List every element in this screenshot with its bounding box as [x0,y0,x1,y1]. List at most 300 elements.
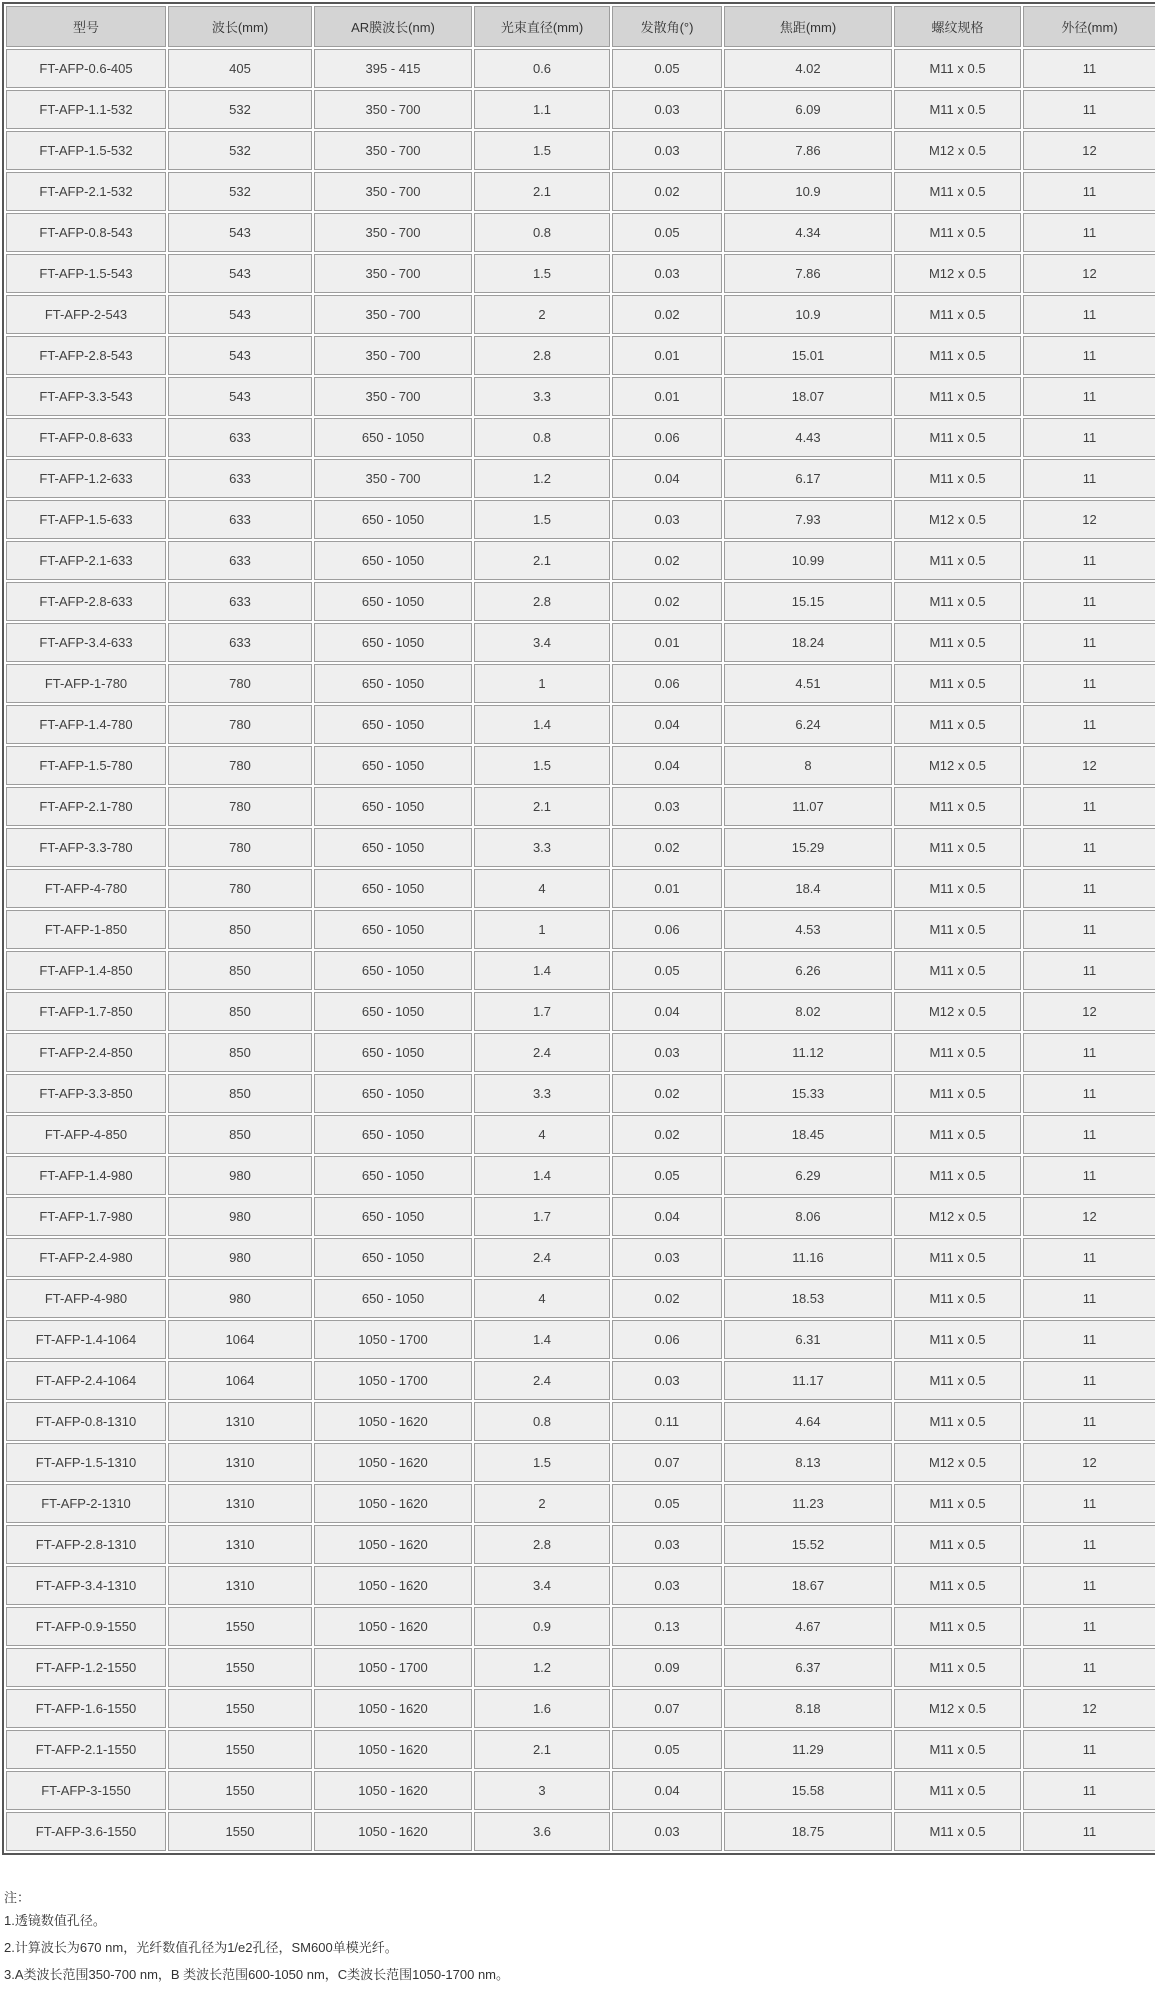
cell-beam-diameter: 3.4 [474,623,610,662]
cell-outer-diameter: 12 [1023,254,1155,293]
cell-divergence-angle: 0.03 [612,1033,722,1072]
cell-model: FT-AFP-1.4-980 [6,1156,166,1195]
cell-model: FT-AFP-1-850 [6,910,166,949]
cell-focal-length: 18.07 [724,377,892,416]
cell-wavelength: 532 [168,131,312,170]
cell-model: FT-AFP-1.4-850 [6,951,166,990]
cell-model: FT-AFP-1.4-1064 [6,1320,166,1359]
cell-outer-diameter: 11 [1023,1074,1155,1113]
cell-divergence-angle: 0.02 [612,828,722,867]
cell-ar-coating-range: 650 - 1050 [314,1156,472,1195]
cell-ar-coating-range: 1050 - 1620 [314,1771,472,1810]
cell-focal-length: 15.15 [724,582,892,621]
table-row [6,1402,1155,1441]
column-header: 螺纹规格 [894,6,1021,47]
table-row [6,869,1155,908]
cell-focal-length: 18.67 [724,1566,892,1605]
cell-thread-spec: M11 x 0.5 [894,418,1021,457]
table-row [6,1238,1155,1277]
cell-thread-spec: M12 x 0.5 [894,254,1021,293]
cell-ar-coating-range: 650 - 1050 [314,582,472,621]
table-row [6,500,1155,539]
cell-outer-diameter: 11 [1023,377,1155,416]
cell-wavelength: 850 [168,1074,312,1113]
notes [4,1887,1155,1984]
notes-list [4,1912,1155,1984]
cell-outer-diameter: 11 [1023,1607,1155,1646]
cell-ar-coating-range: 350 - 700 [314,172,472,211]
cell-ar-coating-range: 650 - 1050 [314,541,472,580]
column-header: 型号 [6,6,166,47]
note-line: 1.透镜数值孔径。 [4,1913,106,1928]
cell-ar-coating-range: 1050 - 1700 [314,1361,472,1400]
cell-thread-spec: M11 x 0.5 [894,541,1021,580]
column-header: 发散角(°) [612,6,722,47]
cell-wavelength: 780 [168,705,312,744]
cell-thread-spec: M12 x 0.5 [894,746,1021,785]
cell-thread-spec: M11 x 0.5 [894,951,1021,990]
cell-wavelength: 633 [168,459,312,498]
cell-divergence-angle: 0.05 [612,951,722,990]
cell-beam-diameter: 2 [474,295,610,334]
cell-ar-coating-range: 650 - 1050 [314,1115,472,1154]
cell-ar-coating-range: 650 - 1050 [314,1033,472,1072]
cell-beam-diameter: 4 [474,1115,610,1154]
cell-beam-diameter: 2.1 [474,1730,610,1769]
cell-thread-spec: M11 x 0.5 [894,1812,1021,1851]
cell-divergence-angle: 0.01 [612,623,722,662]
cell-focal-length: 11.07 [724,787,892,826]
cell-model: FT-AFP-1.2-633 [6,459,166,498]
cell-wavelength: 850 [168,1033,312,1072]
table-row [6,1771,1155,1810]
cell-outer-diameter: 11 [1023,295,1155,334]
cell-focal-length: 15.01 [724,336,892,375]
cell-focal-length: 11.23 [724,1484,892,1523]
cell-wavelength: 1064 [168,1320,312,1359]
cell-model: FT-AFP-3.4-633 [6,623,166,662]
table-row [6,582,1155,621]
cell-thread-spec: M11 x 0.5 [894,664,1021,703]
cell-ar-coating-range: 350 - 700 [314,336,472,375]
cell-ar-coating-range: 1050 - 1620 [314,1689,472,1728]
cell-model: FT-AFP-2.1-1550 [6,1730,166,1769]
cell-beam-diameter: 0.8 [474,418,610,457]
table-row [6,172,1155,211]
cell-outer-diameter: 11 [1023,582,1155,621]
cell-outer-diameter: 11 [1023,1361,1155,1400]
cell-beam-diameter: 1.4 [474,705,610,744]
cell-beam-diameter: 3.3 [474,377,610,416]
cell-thread-spec: M11 x 0.5 [894,172,1021,211]
column-header: AR膜波长(nm) [314,6,472,47]
cell-model: FT-AFP-0.8-633 [6,418,166,457]
cell-divergence-angle: 0.07 [612,1689,722,1728]
note-line: 2.计算波长为670 nm，光纤数值孔径为1/e2孔径，SM600单模光纤。 [4,1940,398,1955]
cell-wavelength: 1550 [168,1689,312,1728]
cell-wavelength: 780 [168,869,312,908]
cell-outer-diameter: 11 [1023,1115,1155,1154]
cell-focal-length: 6.17 [724,459,892,498]
cell-model: FT-AFP-3.3-780 [6,828,166,867]
cell-focal-length: 8.02 [724,992,892,1031]
cell-thread-spec: M11 x 0.5 [894,213,1021,252]
cell-divergence-angle: 0.05 [612,1156,722,1195]
table-row [6,1074,1155,1113]
cell-divergence-angle: 0.09 [612,1648,722,1687]
cell-outer-diameter: 11 [1023,705,1155,744]
cell-thread-spec: M11 x 0.5 [894,910,1021,949]
cell-focal-length: 4.51 [724,664,892,703]
table-row [6,1361,1155,1400]
cell-wavelength: 1550 [168,1730,312,1769]
cell-focal-length: 11.29 [724,1730,892,1769]
cell-beam-diameter: 3.4 [474,1566,610,1605]
cell-focal-length: 7.86 [724,254,892,293]
cell-thread-spec: M11 x 0.5 [894,336,1021,375]
cell-wavelength: 405 [168,49,312,88]
cell-ar-coating-range: 350 - 700 [314,131,472,170]
cell-thread-spec: M11 x 0.5 [894,705,1021,744]
cell-beam-diameter: 2.1 [474,172,610,211]
cell-beam-diameter: 0.6 [474,49,610,88]
cell-wavelength: 633 [168,541,312,580]
cell-model: FT-AFP-3.4-1310 [6,1566,166,1605]
table-row [6,787,1155,826]
note-line: 3.A类波长范围350-700 nm，B 类波长范围600-1050 nm，C类波长范围1050-1700 nm。 [4,1967,510,1982]
cell-model: FT-AFP-3.3-543 [6,377,166,416]
cell-ar-coating-range: 350 - 700 [314,213,472,252]
cell-thread-spec: M12 x 0.5 [894,1689,1021,1728]
cell-model: FT-AFP-2.8-633 [6,582,166,621]
cell-focal-length: 10.99 [724,541,892,580]
table-row [6,1156,1155,1195]
cell-divergence-angle: 0.11 [612,1402,722,1441]
cell-model: FT-AFP-3.3-850 [6,1074,166,1113]
cell-outer-diameter: 11 [1023,1320,1155,1359]
cell-beam-diameter: 3.3 [474,1074,610,1113]
table-row [6,418,1155,457]
product-spec-page [0,2,1155,1984]
cell-outer-diameter: 11 [1023,910,1155,949]
cell-focal-length: 4.67 [724,1607,892,1646]
cell-focal-length: 8 [724,746,892,785]
cell-focal-length: 11.17 [724,1361,892,1400]
cell-beam-diameter: 2 [474,1484,610,1523]
cell-model: FT-AFP-1.6-1550 [6,1689,166,1728]
cell-thread-spec: M11 x 0.5 [894,295,1021,334]
cell-beam-diameter: 1.2 [474,1648,610,1687]
cell-divergence-angle: 0.01 [612,336,722,375]
cell-wavelength: 1310 [168,1566,312,1605]
cell-divergence-angle: 0.04 [612,746,722,785]
table-row [6,541,1155,580]
cell-outer-diameter: 11 [1023,1648,1155,1687]
cell-beam-diameter: 1.2 [474,459,610,498]
cell-outer-diameter: 11 [1023,1279,1155,1318]
cell-thread-spec: M11 x 0.5 [894,869,1021,908]
cell-ar-coating-range: 650 - 1050 [314,951,472,990]
cell-thread-spec: M11 x 0.5 [894,828,1021,867]
cell-ar-coating-range: 650 - 1050 [314,746,472,785]
cell-ar-coating-range: 650 - 1050 [314,1074,472,1113]
column-header: 波长(mm) [168,6,312,47]
table-row [6,295,1155,334]
cell-model: FT-AFP-1.5-543 [6,254,166,293]
cell-beam-diameter: 4 [474,869,610,908]
cell-model: FT-AFP-0.6-405 [6,49,166,88]
cell-model: FT-AFP-4-780 [6,869,166,908]
cell-wavelength: 980 [168,1279,312,1318]
cell-divergence-angle: 0.03 [612,254,722,293]
cell-model: FT-AFP-1.4-780 [6,705,166,744]
cell-divergence-angle: 0.03 [612,1238,722,1277]
cell-wavelength: 543 [168,295,312,334]
cell-ar-coating-range: 650 - 1050 [314,828,472,867]
cell-beam-diameter: 2.8 [474,582,610,621]
cell-beam-diameter: 1.1 [474,90,610,129]
cell-ar-coating-range: 1050 - 1620 [314,1607,472,1646]
cell-model: FT-AFP-2-543 [6,295,166,334]
cell-beam-diameter: 3.6 [474,1812,610,1851]
cell-wavelength: 1550 [168,1607,312,1646]
cell-wavelength: 543 [168,213,312,252]
cell-wavelength: 850 [168,1115,312,1154]
cell-thread-spec: M11 x 0.5 [894,1033,1021,1072]
cell-focal-length: 18.4 [724,869,892,908]
cell-divergence-angle: 0.03 [612,131,722,170]
cell-thread-spec: M11 x 0.5 [894,377,1021,416]
cell-thread-spec: M11 x 0.5 [894,1525,1021,1564]
cell-beam-diameter: 1.5 [474,1443,610,1482]
cell-thread-spec: M11 x 0.5 [894,1484,1021,1523]
cell-outer-diameter: 11 [1023,418,1155,457]
cell-thread-spec: M11 x 0.5 [894,1771,1021,1810]
cell-ar-coating-range: 1050 - 1620 [314,1730,472,1769]
cell-focal-length: 11.16 [724,1238,892,1277]
cell-outer-diameter: 11 [1023,623,1155,662]
cell-divergence-angle: 0.01 [612,869,722,908]
cell-model: FT-AFP-2.4-980 [6,1238,166,1277]
cell-model: FT-AFP-0.9-1550 [6,1607,166,1646]
cell-focal-length: 6.37 [724,1648,892,1687]
cell-outer-diameter: 11 [1023,90,1155,129]
cell-thread-spec: M11 x 0.5 [894,1238,1021,1277]
cell-focal-length: 18.45 [724,1115,892,1154]
cell-ar-coating-range: 650 - 1050 [314,910,472,949]
cell-wavelength: 1550 [168,1812,312,1851]
cell-wavelength: 532 [168,172,312,211]
cell-focal-length: 6.31 [724,1320,892,1359]
cell-thread-spec: M12 x 0.5 [894,1197,1021,1236]
table-body [6,49,1155,1851]
cell-model: FT-AFP-1.1-532 [6,90,166,129]
cell-model: FT-AFP-0.8-1310 [6,1402,166,1441]
cell-beam-diameter: 1.5 [474,254,610,293]
cell-thread-spec: M11 x 0.5 [894,1320,1021,1359]
cell-divergence-angle: 0.04 [612,1771,722,1810]
cell-outer-diameter: 11 [1023,1033,1155,1072]
cell-divergence-angle: 0.02 [612,582,722,621]
cell-wavelength: 1550 [168,1648,312,1687]
cell-wavelength: 543 [168,377,312,416]
cell-beam-diameter: 3.3 [474,828,610,867]
cell-thread-spec: M11 x 0.5 [894,49,1021,88]
cell-divergence-angle: 0.06 [612,418,722,457]
header-row [6,6,1155,47]
cell-outer-diameter: 11 [1023,336,1155,375]
cell-model: FT-AFP-2.1-633 [6,541,166,580]
cell-wavelength: 532 [168,90,312,129]
cell-wavelength: 633 [168,582,312,621]
cell-model: FT-AFP-2.4-1064 [6,1361,166,1400]
cell-outer-diameter: 11 [1023,951,1155,990]
cell-beam-diameter: 4 [474,1279,610,1318]
cell-beam-diameter: 2.8 [474,336,610,375]
cell-model: FT-AFP-2.1-780 [6,787,166,826]
cell-ar-coating-range: 650 - 1050 [314,1279,472,1318]
table-row [6,1607,1155,1646]
cell-thread-spec: M11 x 0.5 [894,1730,1021,1769]
cell-outer-diameter: 12 [1023,1689,1155,1728]
cell-ar-coating-range: 1050 - 1700 [314,1648,472,1687]
cell-beam-diameter: 1 [474,664,610,703]
cell-thread-spec: M11 x 0.5 [894,787,1021,826]
cell-wavelength: 1550 [168,1771,312,1810]
cell-ar-coating-range: 350 - 700 [314,295,472,334]
cell-focal-length: 4.53 [724,910,892,949]
cell-ar-coating-range: 395 - 415 [314,49,472,88]
cell-divergence-angle: 0.06 [612,1320,722,1359]
cell-model: FT-AFP-2.8-1310 [6,1525,166,1564]
cell-outer-diameter: 11 [1023,541,1155,580]
cell-wavelength: 543 [168,254,312,293]
cell-thread-spec: M11 x 0.5 [894,582,1021,621]
cell-wavelength: 850 [168,951,312,990]
cell-thread-spec: M12 x 0.5 [894,500,1021,539]
table-row [6,828,1155,867]
table-row [6,664,1155,703]
cell-model: FT-AFP-4-980 [6,1279,166,1318]
cell-wavelength: 780 [168,746,312,785]
table-row [6,1689,1155,1728]
cell-ar-coating-range: 650 - 1050 [314,1238,472,1277]
cell-ar-coating-range: 350 - 700 [314,90,472,129]
table-row [6,131,1155,170]
table-row [6,1566,1155,1605]
cell-ar-coating-range: 1050 - 1620 [314,1402,472,1441]
cell-model: FT-AFP-1-780 [6,664,166,703]
cell-focal-length: 4.64 [724,1402,892,1441]
cell-ar-coating-range: 1050 - 1700 [314,1320,472,1359]
cell-thread-spec: M11 x 0.5 [894,1156,1021,1195]
cell-thread-spec: M12 x 0.5 [894,1443,1021,1482]
cell-outer-diameter: 12 [1023,746,1155,785]
cell-ar-coating-range: 350 - 700 [314,254,472,293]
cell-divergence-angle: 0.05 [612,213,722,252]
cell-thread-spec: M11 x 0.5 [894,1279,1021,1318]
cell-ar-coating-range: 1050 - 1620 [314,1484,472,1523]
cell-outer-diameter: 11 [1023,1812,1155,1851]
cell-ar-coating-range: 350 - 700 [314,459,472,498]
cell-thread-spec: M11 x 0.5 [894,623,1021,662]
cell-beam-diameter: 1.7 [474,1197,610,1236]
cell-wavelength: 780 [168,828,312,867]
cell-outer-diameter: 12 [1023,500,1155,539]
cell-model: FT-AFP-3.6-1550 [6,1812,166,1851]
table-row [6,992,1155,1031]
cell-divergence-angle: 0.02 [612,1074,722,1113]
cell-outer-diameter: 11 [1023,1484,1155,1523]
table-row [6,1525,1155,1564]
table-header [6,6,1155,47]
cell-beam-diameter: 2.4 [474,1238,610,1277]
cell-model: FT-AFP-1.5-1310 [6,1443,166,1482]
column-header: 光束直径(mm) [474,6,610,47]
cell-model: FT-AFP-0.8-543 [6,213,166,252]
cell-ar-coating-range: 650 - 1050 [314,705,472,744]
cell-divergence-angle: 0.04 [612,705,722,744]
cell-beam-diameter: 1.5 [474,746,610,785]
cell-outer-diameter: 11 [1023,1238,1155,1277]
cell-beam-diameter: 1.7 [474,992,610,1031]
cell-ar-coating-range: 650 - 1050 [314,623,472,662]
table-row [6,1812,1155,1851]
cell-thread-spec: M11 x 0.5 [894,1115,1021,1154]
cell-divergence-angle: 0.03 [612,787,722,826]
cell-outer-diameter: 11 [1023,1730,1155,1769]
cell-focal-length: 6.09 [724,90,892,129]
cell-ar-coating-range: 650 - 1050 [314,664,472,703]
cell-outer-diameter: 11 [1023,1771,1155,1810]
cell-beam-diameter: 0.8 [474,1402,610,1441]
table-row [6,377,1155,416]
cell-wavelength: 1064 [168,1361,312,1400]
cell-focal-length: 7.93 [724,500,892,539]
cell-model: FT-AFP-1.7-850 [6,992,166,1031]
notes-title: 注： [4,1890,31,1905]
cell-thread-spec: M11 x 0.5 [894,1074,1021,1113]
cell-wavelength: 980 [168,1238,312,1277]
cell-beam-diameter: 2.1 [474,787,610,826]
cell-outer-diameter: 11 [1023,459,1155,498]
cell-outer-diameter: 11 [1023,172,1155,211]
table-row [6,623,1155,662]
cell-model: FT-AFP-2-1310 [6,1484,166,1523]
cell-divergence-angle: 0.05 [612,1484,722,1523]
cell-divergence-angle: 0.04 [612,1197,722,1236]
cell-outer-diameter: 11 [1023,49,1155,88]
cell-focal-length: 18.75 [724,1812,892,1851]
table-row [6,1115,1155,1154]
cell-beam-diameter: 1.6 [474,1689,610,1728]
cell-focal-length: 8.13 [724,1443,892,1482]
cell-beam-diameter: 1 [474,910,610,949]
table-row [6,1730,1155,1769]
cell-focal-length: 10.9 [724,172,892,211]
cell-model: FT-AFP-4-850 [6,1115,166,1154]
column-header: 外径(mm) [1023,6,1155,47]
cell-ar-coating-range: 1050 - 1620 [314,1443,472,1482]
cell-model: FT-AFP-3-1550 [6,1771,166,1810]
cell-model: FT-AFP-2.8-543 [6,336,166,375]
cell-divergence-angle: 0.04 [612,992,722,1031]
cell-divergence-angle: 0.03 [612,1525,722,1564]
table-row [6,1443,1155,1482]
cell-focal-length: 8.18 [724,1689,892,1728]
cell-thread-spec: M12 x 0.5 [894,992,1021,1031]
table-row [6,1484,1155,1523]
